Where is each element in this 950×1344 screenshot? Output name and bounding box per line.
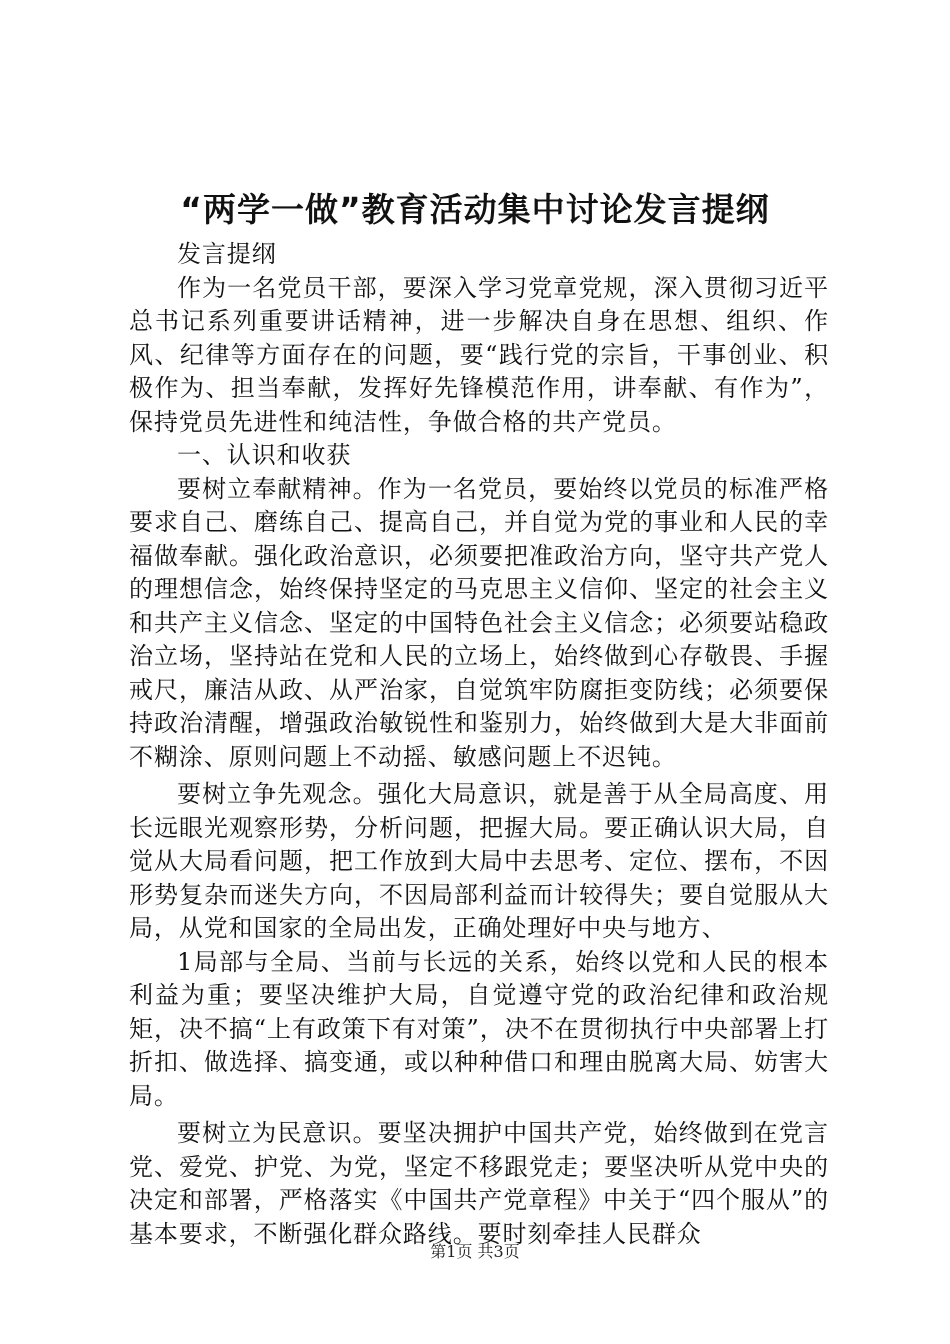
paragraph-section-heading: 一、认识和收获 xyxy=(177,441,352,469)
document-body xyxy=(129,238,829,1251)
page-number-footer: 第1页 共3页 xyxy=(430,1242,520,1261)
paragraph-intro: 作为一名党员干部，要深入学习党章党规，深入贯彻习近平总书记系列重要讲话精神，进一步解决自身在思想、组织、作风、纪律等方面存在的问题，要“践行党的宗旨，干事创业、积极作为、担当奉献，发挥好先锋模范作用，讲奉献、有作为”，保持党员先进性和纯洁性，争做合格的共产党员。 xyxy=(129,273,829,436)
paragraph-outline-heading: 发言提纲 xyxy=(177,240,277,268)
paragraph-competition: 要树立争先观念。强化大局意识，就是善于从全局高度、用长远眼光观察形势，分析问题，把握大局。要正确认识大局，自觉从大局看问题，把工作放到大局中去思考、定位、摆布，不因形势复杂而迷失方向，不因局部利益而计较得失；要自觉服从大局，从党和国家的全局出发，正确处理好中央与地方、 xyxy=(129,780,829,942)
paragraph-dedication: 要树立奉献精神。作为一名党员，要始终以党员的标准严格要求自己、磨练自己、提高自己，并自觉为党的事业和人民的幸福做奉献。强化政治意识，必须要把准政治方向，坚守共产党人的理想信念，始终保持坚定的马克思主义信仰、坚定的社会主义和共产主义信念、坚定的中国特色社会主义信念；必须要站稳政治立场，坚持站在党和人民的立场上，始终做到心存敬畏、手握戒尺，廉洁从政、从严治家，自觉筑牢防腐拒变防线；必须要保持政治清醒，增强政治敏锐性和鉴别力，始终做到大是大非面前不糊涂、原则问题上不动摇、敏感问题上不迟钝。 xyxy=(129,474,829,771)
paragraph-overall-situation: 1局部与全局、当前与长远的关系，始终以党和人民的根本利益为重；要坚决维护大局，自觉遵守党的政治纪律和政治规矩，决不搞“上有政策下有对策”，决不在贯彻执行中央部署上打折扣、做选择、搞变通，或以种种借口和理由脱离大局、妨害大局。 xyxy=(129,947,829,1110)
document-title: “两学一做”教育活动集中讨论发言提纲 xyxy=(180,190,770,229)
paragraph-people-awareness: 要树立为民意识。要坚决拥护中国共产党，始终做到在党言党、爱党、护党、为党，坚定不移跟党走；要坚决听从党中央的决定和部署，严格落实《中国共产党章程》中关于“四个服从”的基本要求，不断强化群众路线。要时刻牵挂人民群众 xyxy=(129,1119,829,1248)
